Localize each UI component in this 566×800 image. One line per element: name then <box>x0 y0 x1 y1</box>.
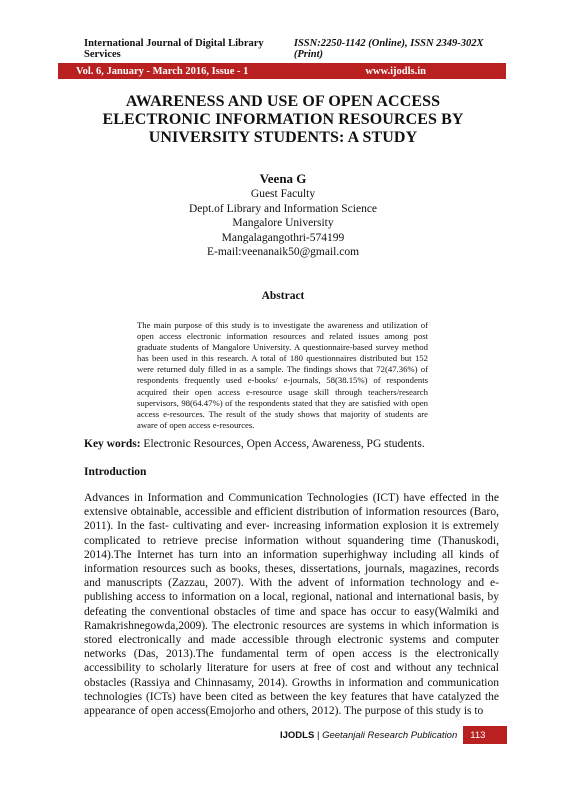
footer-publisher: Geetanjali Research Publication <box>322 729 458 741</box>
author-department: Dept.of Library and Information Science <box>188 202 378 215</box>
keywords <box>84 438 506 450</box>
introduction-heading: Introduction <box>84 466 147 478</box>
keywords-label: Key words: <box>84 438 141 450</box>
author-name: Veena G <box>259 171 307 186</box>
footer-separator: | <box>314 729 323 741</box>
page-number: 113 <box>463 726 507 744</box>
author-university: Mangalore University <box>232 217 334 230</box>
journal-issn: ISSN:2250-1142 (Online), ISSN 2349-302X (Print) <box>293 38 484 60</box>
author-block <box>84 171 482 260</box>
keywords-text: Electronic Resources, Open Access, Awareness, PG students. <box>143 438 425 450</box>
journal-website[interactable]: www.ijodls.in <box>365 65 426 77</box>
abstract-text: The main purpose of this study is to investigate the awareness and utilization of open access electronic information resources and related issues among post graduate students of Mangalore University. A questionnaire-based survey method has been used in this research. A total of 180 questionnaires distributed but 152 were returned duly filled in as a sample. The findings shows that 72(47.36%) of respondents frequently used e-books/ e-journals, 58(38.15%) of respondents acquired their open access e-resource usage skill through teachers/research supervisors, 98(64.47%) of the respondents stated that they are satisfied with open access e-resources. The result of the study shows that majority of students are aware of open access e-resources. <box>137 320 428 430</box>
author-email[interactable]: E-mail:veenanaik50@gmail.com <box>206 246 360 259</box>
paper-title <box>84 93 482 147</box>
title-line: UNIVERSITY STUDENTS: A STUDY <box>148 129 418 146</box>
journal-header <box>84 38 506 60</box>
issue-info: Vol. 6, January - March 2016, Issue - 1 <box>76 65 249 77</box>
footer-label <box>280 730 463 741</box>
abstract-heading: Abstract <box>261 290 305 302</box>
author-position: Guest Faculty <box>250 188 316 200</box>
footer-journal-abbr: IJODLS <box>280 729 315 741</box>
author-address: Mangalagangothri-574199 <box>221 231 345 244</box>
journal-name: International Journal of Digital Library Services <box>84 38 264 60</box>
title-line: ELECTRONIC INFORMATION RESOURCES BY <box>102 111 464 128</box>
page-footer <box>280 726 507 744</box>
issue-bar <box>58 63 506 79</box>
introduction-text: Advances in Information and Communication Technologies (ICT) have effected in the extensive obtainable, accessible and efficient distribution of information resources (Baro, 2011). In the fast- cultivating and ever- increasing information explosion it is extremely complicated to retrieve precise information without squandering time (Thanuskodi, 2014).The Internet has turn into an information superhighway including all kinds of information resources such as books, theses, dissertations, journals, magazines, records and manuscripts (Zazzau, 2007). With the advent of information technology and e-publishing access to information on a local, regional, national and international basis, by defeating the conventional obstacles of time and space has occur to easy(Walmiki and Ramakrishnegowda,2009). The electronic resources are systems in which information is stored electronically and made accessible through electronic systems and computer networks (Das, 2013).The fundamental term of open access is the electronically accessibility to scholarly literature for users at free of cost and without any technical obstacles (Rassiya and Chinnasamy, 2014). Growths in information and communication technologies (ICTs) have been cited as between the key features that have catalyzed the appearance of open access(Emojorho and others, 2012). The purpose of this study is to <box>84 492 499 718</box>
title-line: AWARENESS AND USE OF OPEN ACCESS <box>125 93 441 110</box>
